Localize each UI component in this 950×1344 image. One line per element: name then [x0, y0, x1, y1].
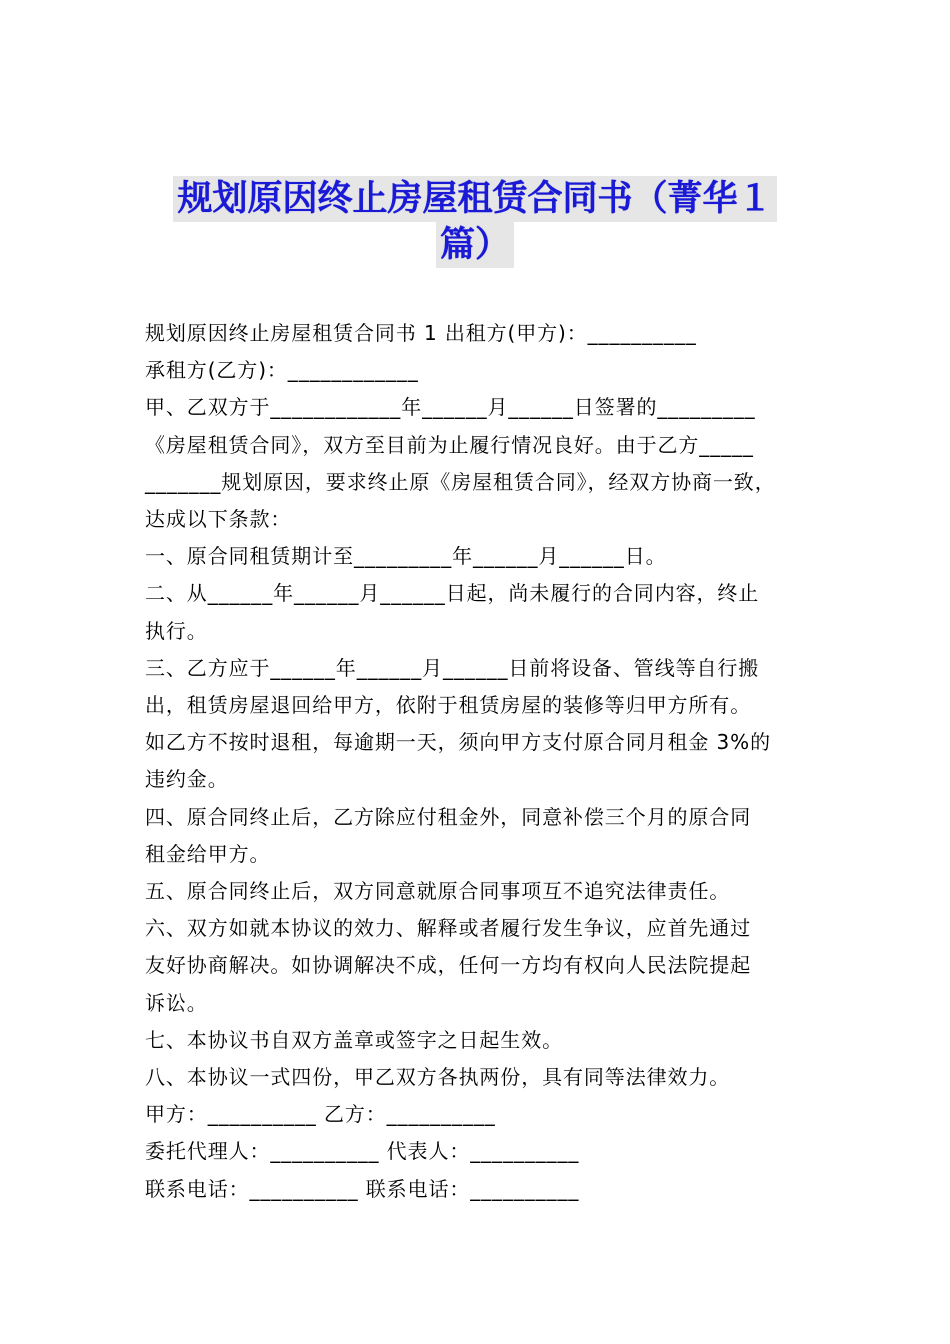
body-line: 违约金。 — [145, 767, 229, 792]
body-line: 《房屋租赁合同》，双方至目前为止履行情况良好。由于乙方_____ — [145, 432, 754, 457]
body-line: 达成以下条款： — [145, 507, 292, 532]
body-line: 执行。 — [145, 618, 208, 643]
body-line: 规划原因终止房屋租赁合同书 1 出租方(甲方)：__________ — [145, 321, 697, 345]
body-line: 四、原合同终止后，乙方除应付租金外，同意补偿三个月的原合同 — [145, 804, 752, 829]
body-line: 六、双方如就本协议的效力、解释或者履行发生争议，应首先通过 — [145, 916, 752, 941]
body-line: _______规划原因，要求终止原《房屋租赁合同》，经双方协商一致， — [145, 469, 776, 494]
title-line-1: 规划原因终止房屋租赁合同书（菁华１ — [173, 176, 776, 222]
body-line: 三、乙方应于______年______月______日前将设备、管线等自行搬 — [145, 655, 760, 680]
title-line-2: 篇） — [436, 222, 514, 268]
body-line: 八、本协议一式四份，甲乙双方各执两份，具有同等法律效力。 — [145, 1065, 731, 1090]
body-line: 七、本协议书自双方盖章或签字之日起生效。 — [145, 1027, 563, 1052]
body-line: 诉讼。 — [145, 990, 208, 1015]
body-line: 出，租赁房屋退回给甲方，依附于租赁房屋的装修等归甲方所有。 — [145, 693, 752, 718]
body-line: 一、原合同租赁期计至_________年______月______日。 — [145, 544, 667, 569]
signature-line-phone: 联系电话：__________ 联系电话：__________ — [145, 1176, 580, 1201]
body-line: 友好协商解决。如协调解决不成，任何一方均有权向人民法院提起 — [145, 953, 752, 978]
body-line: 五、原合同终止后，双方同意就原合同事项互不追究法律责任。 — [145, 879, 731, 904]
body-line: 二、从______年______月______日起，尚未履行的合同内容，终止 — [145, 581, 760, 606]
body-line: 承租方(乙方)：____________ — [145, 358, 419, 383]
body-line: 甲、乙双方于____________年______月______日签署的_________ — [145, 395, 756, 420]
document-title — [0, 176, 950, 268]
contract-body — [145, 315, 825, 1208]
signature-line-party: 甲方：__________ 乙方：__________ — [145, 1102, 496, 1127]
body-line: 租金给甲方。 — [145, 841, 271, 866]
body-line: 如乙方不按时退租，每逾期一天，须向甲方支付原合同月租金 3%的 — [145, 730, 771, 755]
signature-line-agent: 委托代理人：__________ 代表人：__________ — [145, 1139, 580, 1164]
